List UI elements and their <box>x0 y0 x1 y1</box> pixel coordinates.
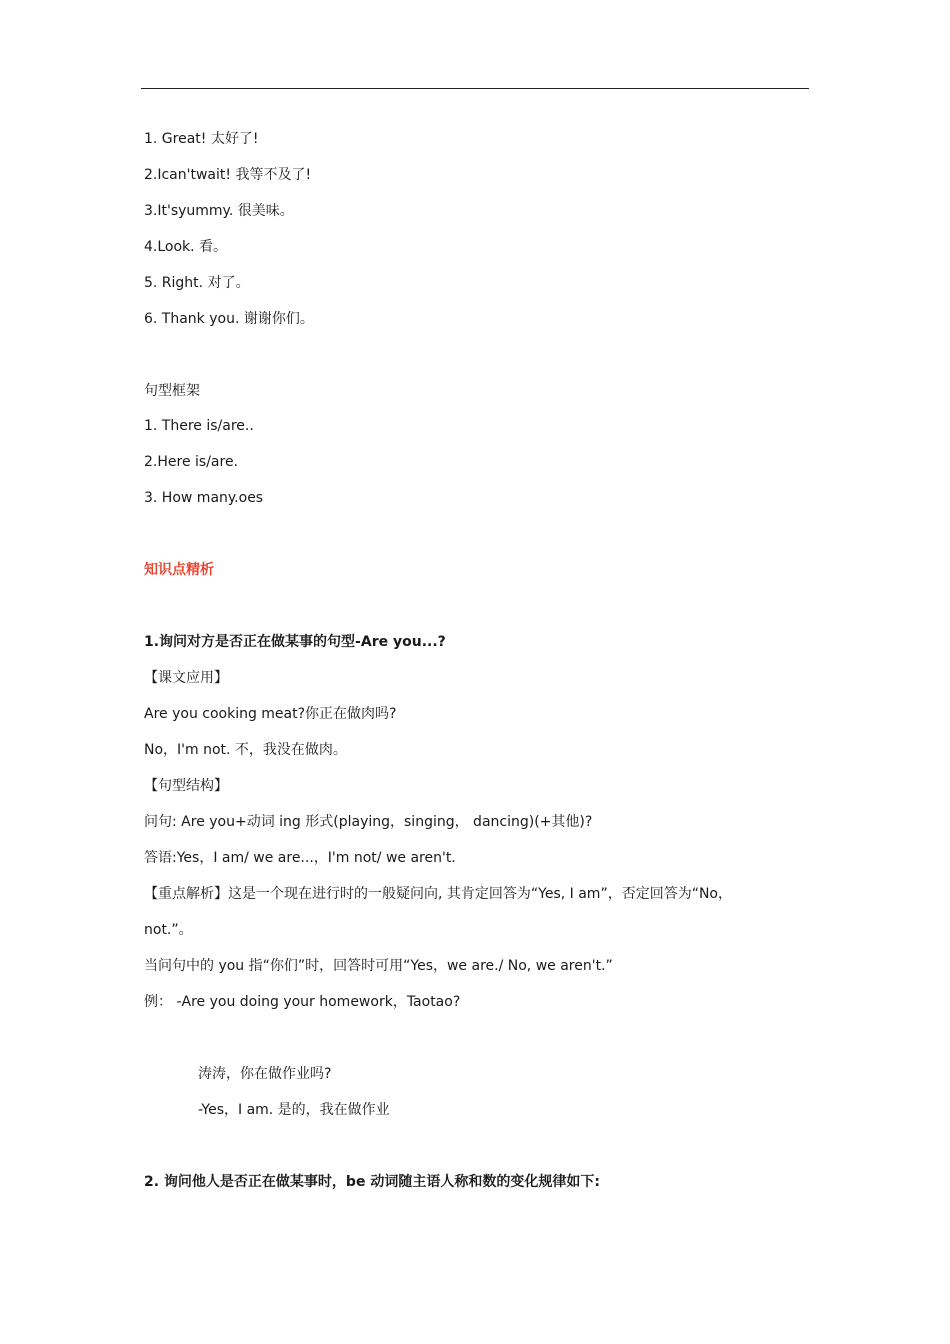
frame-item: 1. There is/are.. <box>144 418 254 434</box>
example-translation: 涛涛，你在做作业吗? <box>198 1066 332 1082</box>
phrase-item: 6. Thank you. 谢谢你们。 <box>144 311 314 327</box>
section1-title: 1.询问对方是否正在做某事的句型-Are you...? <box>144 634 446 650</box>
phrase-item: 1. Great! 太好了! <box>144 131 259 147</box>
phrase-item: 4.Look. 看。 <box>144 239 228 255</box>
frame-heading: 句型框架 <box>144 383 200 399</box>
frame-item: 3. How many.oes <box>144 490 264 506</box>
analysis-text-cont: not.”。 <box>144 922 193 938</box>
answer-pattern: 答语:Yes，I am/ we are...，I'm not/ we aren't. <box>144 850 456 866</box>
app-line: No，I'm not. 不，我没在做肉。 <box>144 742 347 758</box>
knowledge-heading: 知识点精析 <box>144 562 214 578</box>
struct-label: 【句型结构】 <box>144 778 228 794</box>
analysis-text: 【重点解析】这是一个现在进行时的一般疑问向, 其肯定回答为“Yes, I am”，否定回答为“No， <box>144 886 732 902</box>
question-pattern: 问句: Are you+动词 ing 形式(playing，singing， dancing)(+其他)? <box>144 814 593 830</box>
frame-item: 2.Here is/are. <box>144 454 239 470</box>
phrase-item: 5. Right. 对了。 <box>144 275 250 291</box>
phrase-item: 2.Ican'twait! 我等不及了! <box>144 167 312 183</box>
example-question: 例： -Are you doing your homework，Taotao? <box>144 994 461 1010</box>
section2-title: 2. 询问他人是否正在做某事时，be 动词随主语人称和数的变化规律如下: <box>144 1174 600 1190</box>
phrase-item: 3.It'syummy. 很美味。 <box>144 203 294 219</box>
example-answer: -Yes，I am. 是的，我在做作业 <box>198 1102 390 1118</box>
header-rule <box>141 88 809 89</box>
app-label: 【课文应用】 <box>144 670 228 686</box>
note-text: 当问句中的 you 指“你们”时，回答时可用“Yes，we are./ No, we aren't.” <box>144 958 613 974</box>
app-line: Are you cooking meat?你正在做肉吗? <box>144 706 397 722</box>
